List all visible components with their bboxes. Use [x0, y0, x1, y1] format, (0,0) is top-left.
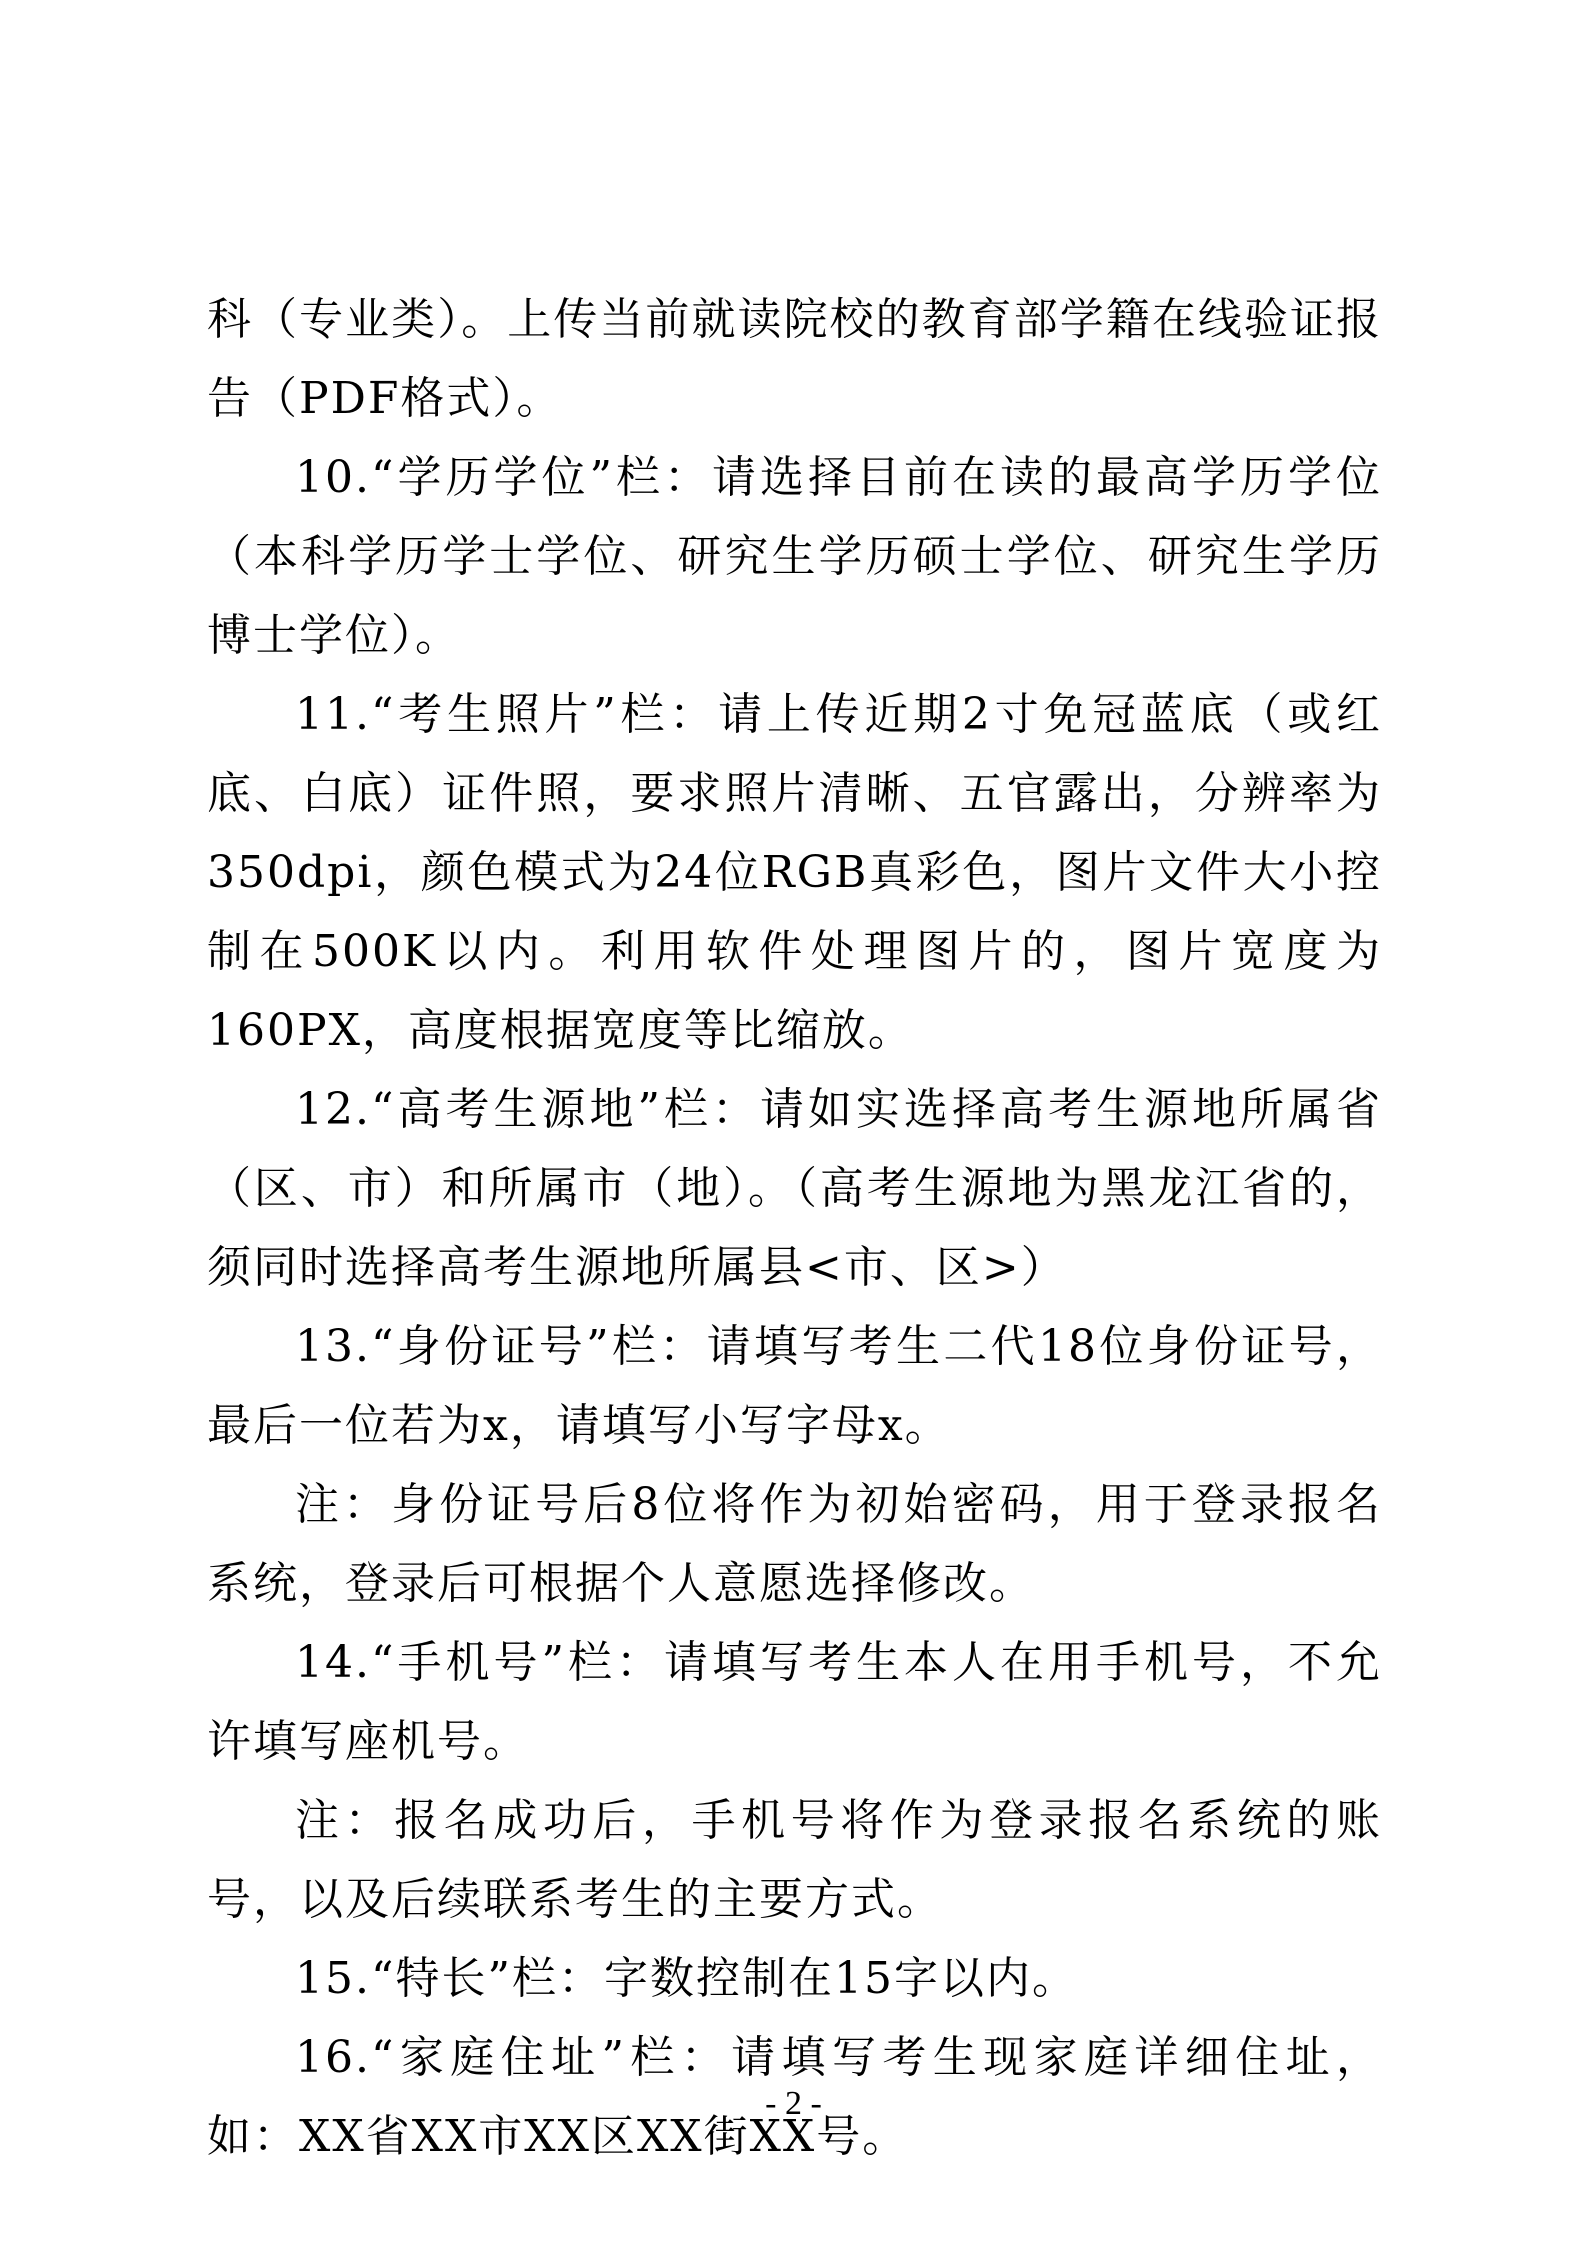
paragraph-item-13: 13.“身份证号”栏：请填写考生二代18位身份证号，最后一位若为x，请填写小写字母x。: [207, 1321, 1382, 1451]
paragraph-item-12: 12.“高考生源地”栏：请如实选择高考生源地所属省（区、市）和所属市（地）。（高考生源地为黑龙江省的，须同时选择高考生源地所属县<市、区>）: [207, 1084, 1382, 1293]
paragraph-item-15: 15.“特长”栏：字数控制在15字以内。: [295, 1953, 1078, 2004]
paragraph-note-13: 注：身份证号后8位将作为初始密码，用于登录报名系统，登录后可根据个人意愿选择修改。: [207, 1479, 1382, 1609]
paragraph-note-14: 注：报名成功后，手机号将作为登录报名系统的账号，以及后续联系考生的主要方式。: [207, 1795, 1382, 1925]
page-number: - 2 -: [765, 2085, 822, 2122]
paragraph-item-11: 11.“考生照片”栏：请上传近期2寸免冠蓝底（或红底、白底）证件照，要求照片清晰、五官露出，分辨率为350dpi，颜色模式为24位RGB真彩色，图片文件大小控制在500K以内。利用软件处理图片的，图片宽度为160PX，高度根据宽度等比缩放。: [207, 689, 1382, 1056]
paragraph-continuation: 科（专业类）。上传当前就读院校的教育部学籍在线验证报告（PDF格式）。: [207, 294, 1382, 424]
paragraph-item-16: 16.“家庭住址”栏：请填写考生现家庭详细住址，如：XX省XX市XX区XX街XX号。: [207, 2032, 1382, 2162]
paragraph-item-10: 10.“学历学位”栏：请选择目前在读的最高学历学位（本科学历学士学位、研究生学历硕士学位、研究生学历博士学位）。: [207, 452, 1382, 661]
document-body: [207, 280, 1382, 2176]
paragraph-item-14: 14.“手机号”栏：请填写考生本人在用手机号，不允许填写座机号。: [207, 1637, 1382, 1767]
